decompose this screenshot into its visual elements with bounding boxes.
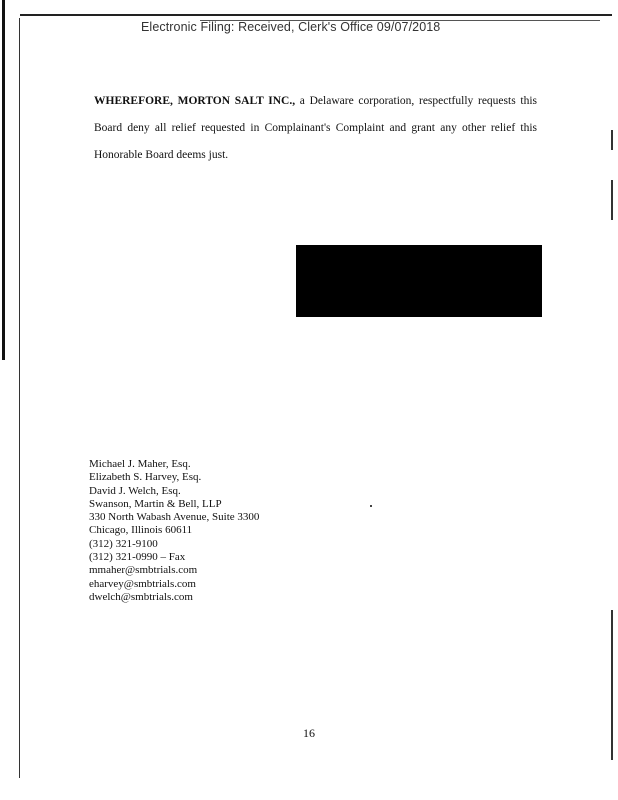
page-number: 16 <box>303 726 315 740</box>
firm-address: 330 North Wabash Avenue, Suite 3300 <box>89 511 260 524</box>
signature-block <box>89 458 259 604</box>
attorney-name: Michael J. Maher, Esq. <box>89 458 191 470</box>
scan-top-rule <box>20 14 612 16</box>
firm-name: Swanson, Martin & Bell, LLP <box>89 497 222 510</box>
attorney-name: Elizabeth S. Harvey, Esq. <box>89 471 202 484</box>
party-name: WHEREFORE, MORTON SALT INC., <box>94 95 296 107</box>
redaction-block <box>296 245 542 317</box>
scan-left-edge <box>2 0 5 360</box>
scan-left-margin-line <box>19 18 20 778</box>
scan-right-mark <box>611 180 613 220</box>
scan-speck <box>370 505 372 507</box>
firm-city: Chicago, Illinois 60611 <box>89 524 193 537</box>
phone-number: (312) 321-9100 <box>89 537 158 550</box>
fax-number: (312) 321-0990 – Fax <box>89 551 186 564</box>
attorney-name: David J. Welch, Esq. <box>89 484 181 497</box>
wherefore-paragraph <box>94 88 537 169</box>
email-address: mmaher@smbtrials.com <box>89 564 198 577</box>
email-address: eharvey@smbtrials.com <box>89 577 196 590</box>
email-address: dwelch@smbtrials.com <box>89 590 193 603</box>
paragraph-text: a Delaware corporation, respectfully requests this Board deny all relief requested in Complainant's Complaint and grant any other relief this Honorable Board deems just. <box>94 95 538 161</box>
scan-right-mark <box>611 130 613 150</box>
filing-stamp: Electronic Filing: Received, Clerk's Office 09/07/2018 <box>141 20 441 34</box>
